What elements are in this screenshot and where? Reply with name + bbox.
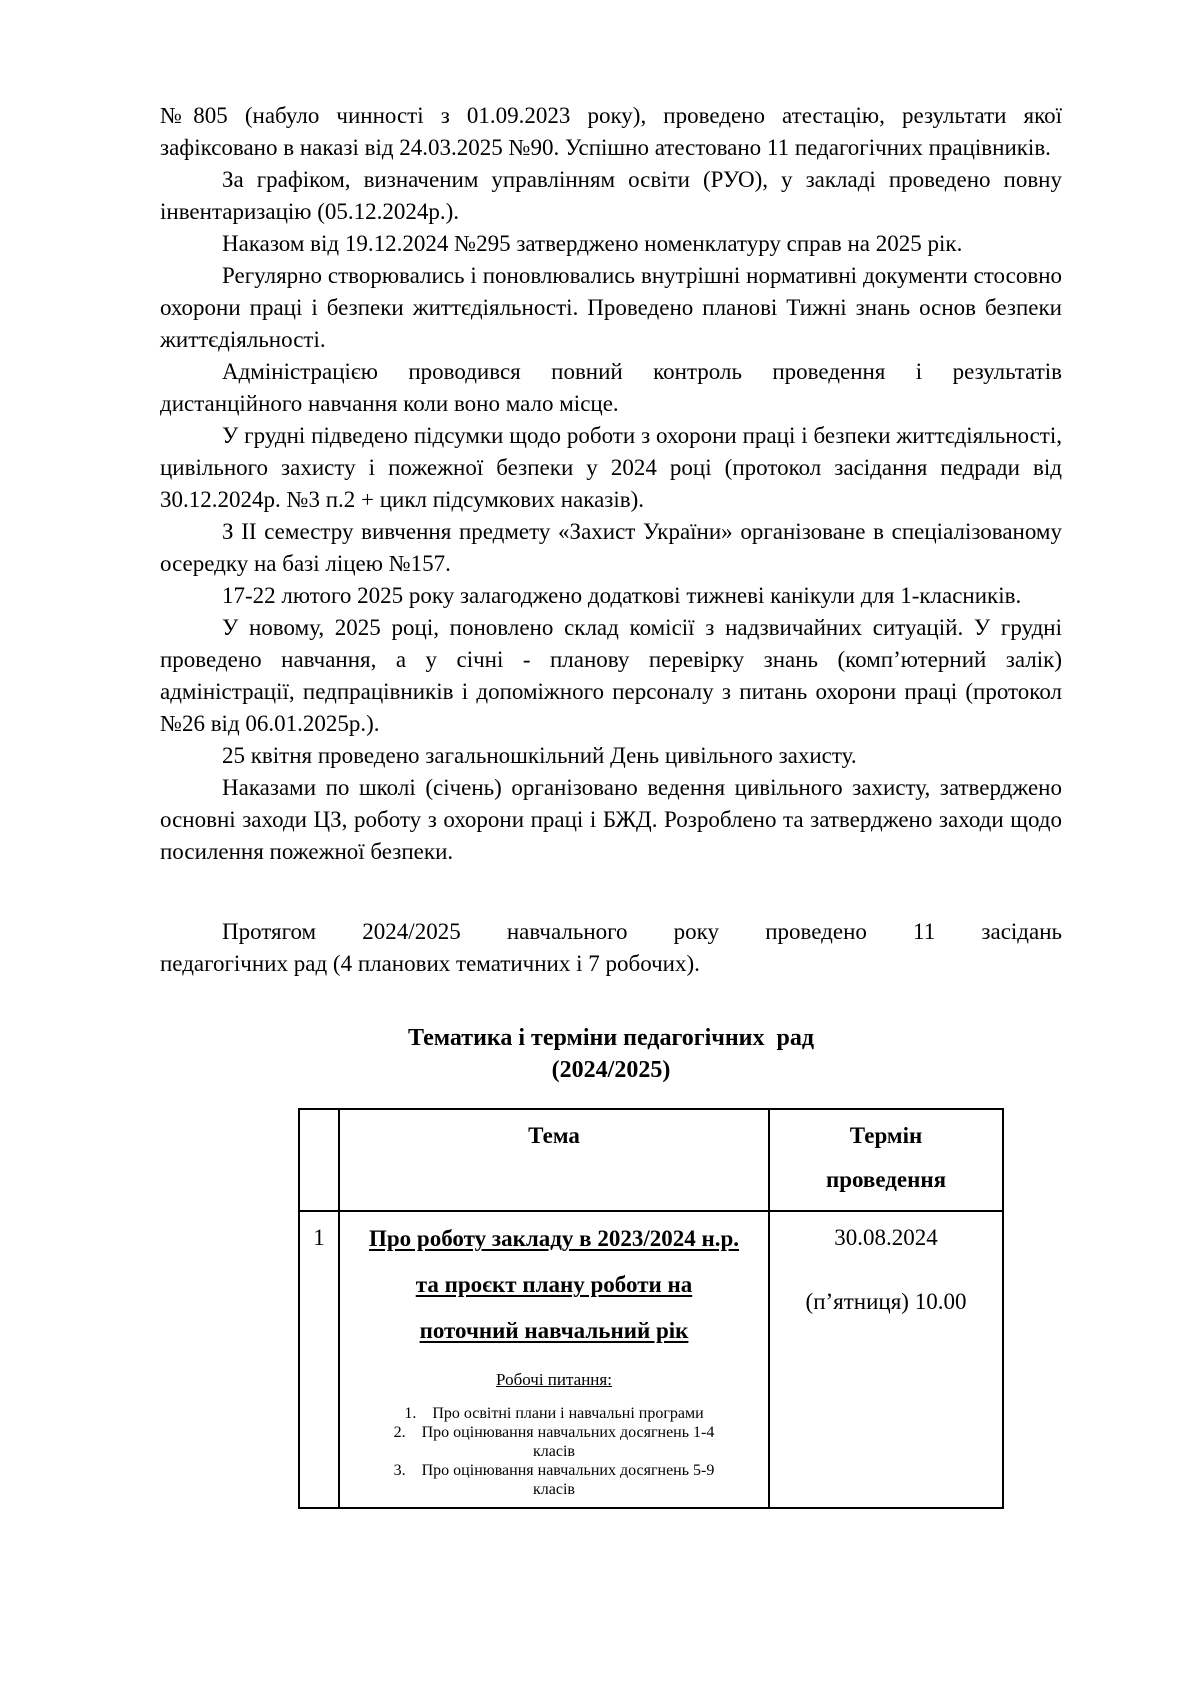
header-term-cell <box>769 1109 1003 1211</box>
paragraph: Адміністрацією проводився повний контроль проведення і результатів дистанційного навчання коли воно мало місце. <box>160 359 1062 416</box>
paragraph: У грудні підведено підсумки щодо роботи з охорони праці і безпеки життєдіяльності, цивільного захисту і пожежної безпеки у 2024 році (протокол засідання педради від 30.12.2024р. №3 п.2 + цикл підсумкових наказів). <box>160 423 1062 512</box>
list-item-number: 1. <box>404 1405 417 1422</box>
row-number-cell: 1 <box>299 1211 339 1508</box>
list-item-number: 3. <box>393 1462 406 1479</box>
header-number-cell <box>299 1109 339 1211</box>
summary-line: Протягом 2024/2025 навчального року проведено 11 засідань <box>222 919 1062 944</box>
table-row <box>299 1211 1003 1508</box>
table-header-row <box>299 1109 1003 1211</box>
section-title <box>160 1022 1062 1086</box>
paragraph-summary <box>160 916 1062 980</box>
working-questions-list <box>344 1404 764 1499</box>
paragraph: Наказами по школі (січень) організовано ведення цивільного захисту, затверджено основні заходи ЦЗ, роботу з охорони праці і БЖД. Розроблено та затверджено заходи щодо посилення пожежної безпеки. <box>160 775 1062 864</box>
paragraph: 17-22 лютого 2025 року залагоджено додаткові тижневі канікули для 1-класників. <box>222 583 1022 608</box>
list-item-text: Про оцінювання навчальних досягнень 5-9 класів <box>421 1462 715 1498</box>
row-term-cell <box>769 1211 1003 1508</box>
paragraph: Наказом від 19.12.2024 №295 затверджено номенклатуру справ на 2025 рік. <box>222 231 963 256</box>
blank-line <box>160 868 1062 916</box>
section-title-line: Тематика і терміни педагогічних рад <box>407 1025 814 1051</box>
working-questions-label: Робочі питання: <box>496 1370 612 1389</box>
header-theme-cell <box>339 1109 769 1211</box>
paragraph: 25 квітня проведено загальношкільний День цивільного захисту. <box>222 743 857 768</box>
working-questions-subheading <box>344 1370 764 1390</box>
term-time: (п’ятниця) 10.00 <box>805 1289 967 1314</box>
list-item <box>377 1404 732 1423</box>
section-title-line: (2024/2025) <box>551 1057 671 1083</box>
theme-title-line: поточний навчальний рік <box>419 1318 689 1343</box>
term-date: 30.08.2024 <box>834 1225 938 1250</box>
paragraph: З ІІ семестру вивчення предмету «Захист України» організоване в спеціалізованому осередку на базі ліцею №157. <box>160 519 1062 576</box>
theme-title-line: Про роботу закладу в 2023/2024 н.р. <box>369 1226 739 1251</box>
header-term-label: Термін проведення <box>825 1123 947 1192</box>
list-item <box>377 1423 732 1461</box>
paragraph: Регулярно створювались і поновлювались внутрішні нормативні документи стосовно охорони праці і безпеки життєдіяльності. Проведено планові Тижні знань основ безпеки життєдіяльності. <box>160 263 1062 352</box>
header-theme-label: Тема <box>528 1123 580 1148</box>
paragraph: №805 (набуло чинності з 01.09.2023 року), проведено атестацію, результати якої зафіксовано в наказі від 24.03.2025 №90. Успішно атестовано 11 педагогічних працівників. <box>160 103 1062 160</box>
list-item-text: Про освітні плани і навчальні програми <box>432 1405 704 1422</box>
theme-title-line: та проєкт плану роботи на <box>415 1272 693 1297</box>
pedagogical-councils-table <box>298 1108 1004 1509</box>
paragraph: У новому, 2025 році, поновлено склад комісії з надзвичайних ситуацій. У грудні проведено навчання, а у січні - планову перевірку знань (комп’ютерний залік) адміністрації, педпрацівників і допоміжного персоналу з питань охорони праці (протокол №26 від 06.01.2025р.). <box>160 615 1062 736</box>
row-theme-cell <box>339 1211 769 1508</box>
summary-line: педагогічних рад (4 планових тематичних і 7 робочих). <box>160 951 700 976</box>
list-item <box>377 1461 732 1499</box>
paragraph: За графіком, визначеним управлінням освіти (РУО), у закладі проведено повну інвентаризацію (05.12.2024р.). <box>160 167 1062 224</box>
list-item-text: Про оцінювання навчальних досягнень 1-4 класів <box>421 1424 715 1460</box>
list-item-number: 2. <box>393 1424 406 1441</box>
